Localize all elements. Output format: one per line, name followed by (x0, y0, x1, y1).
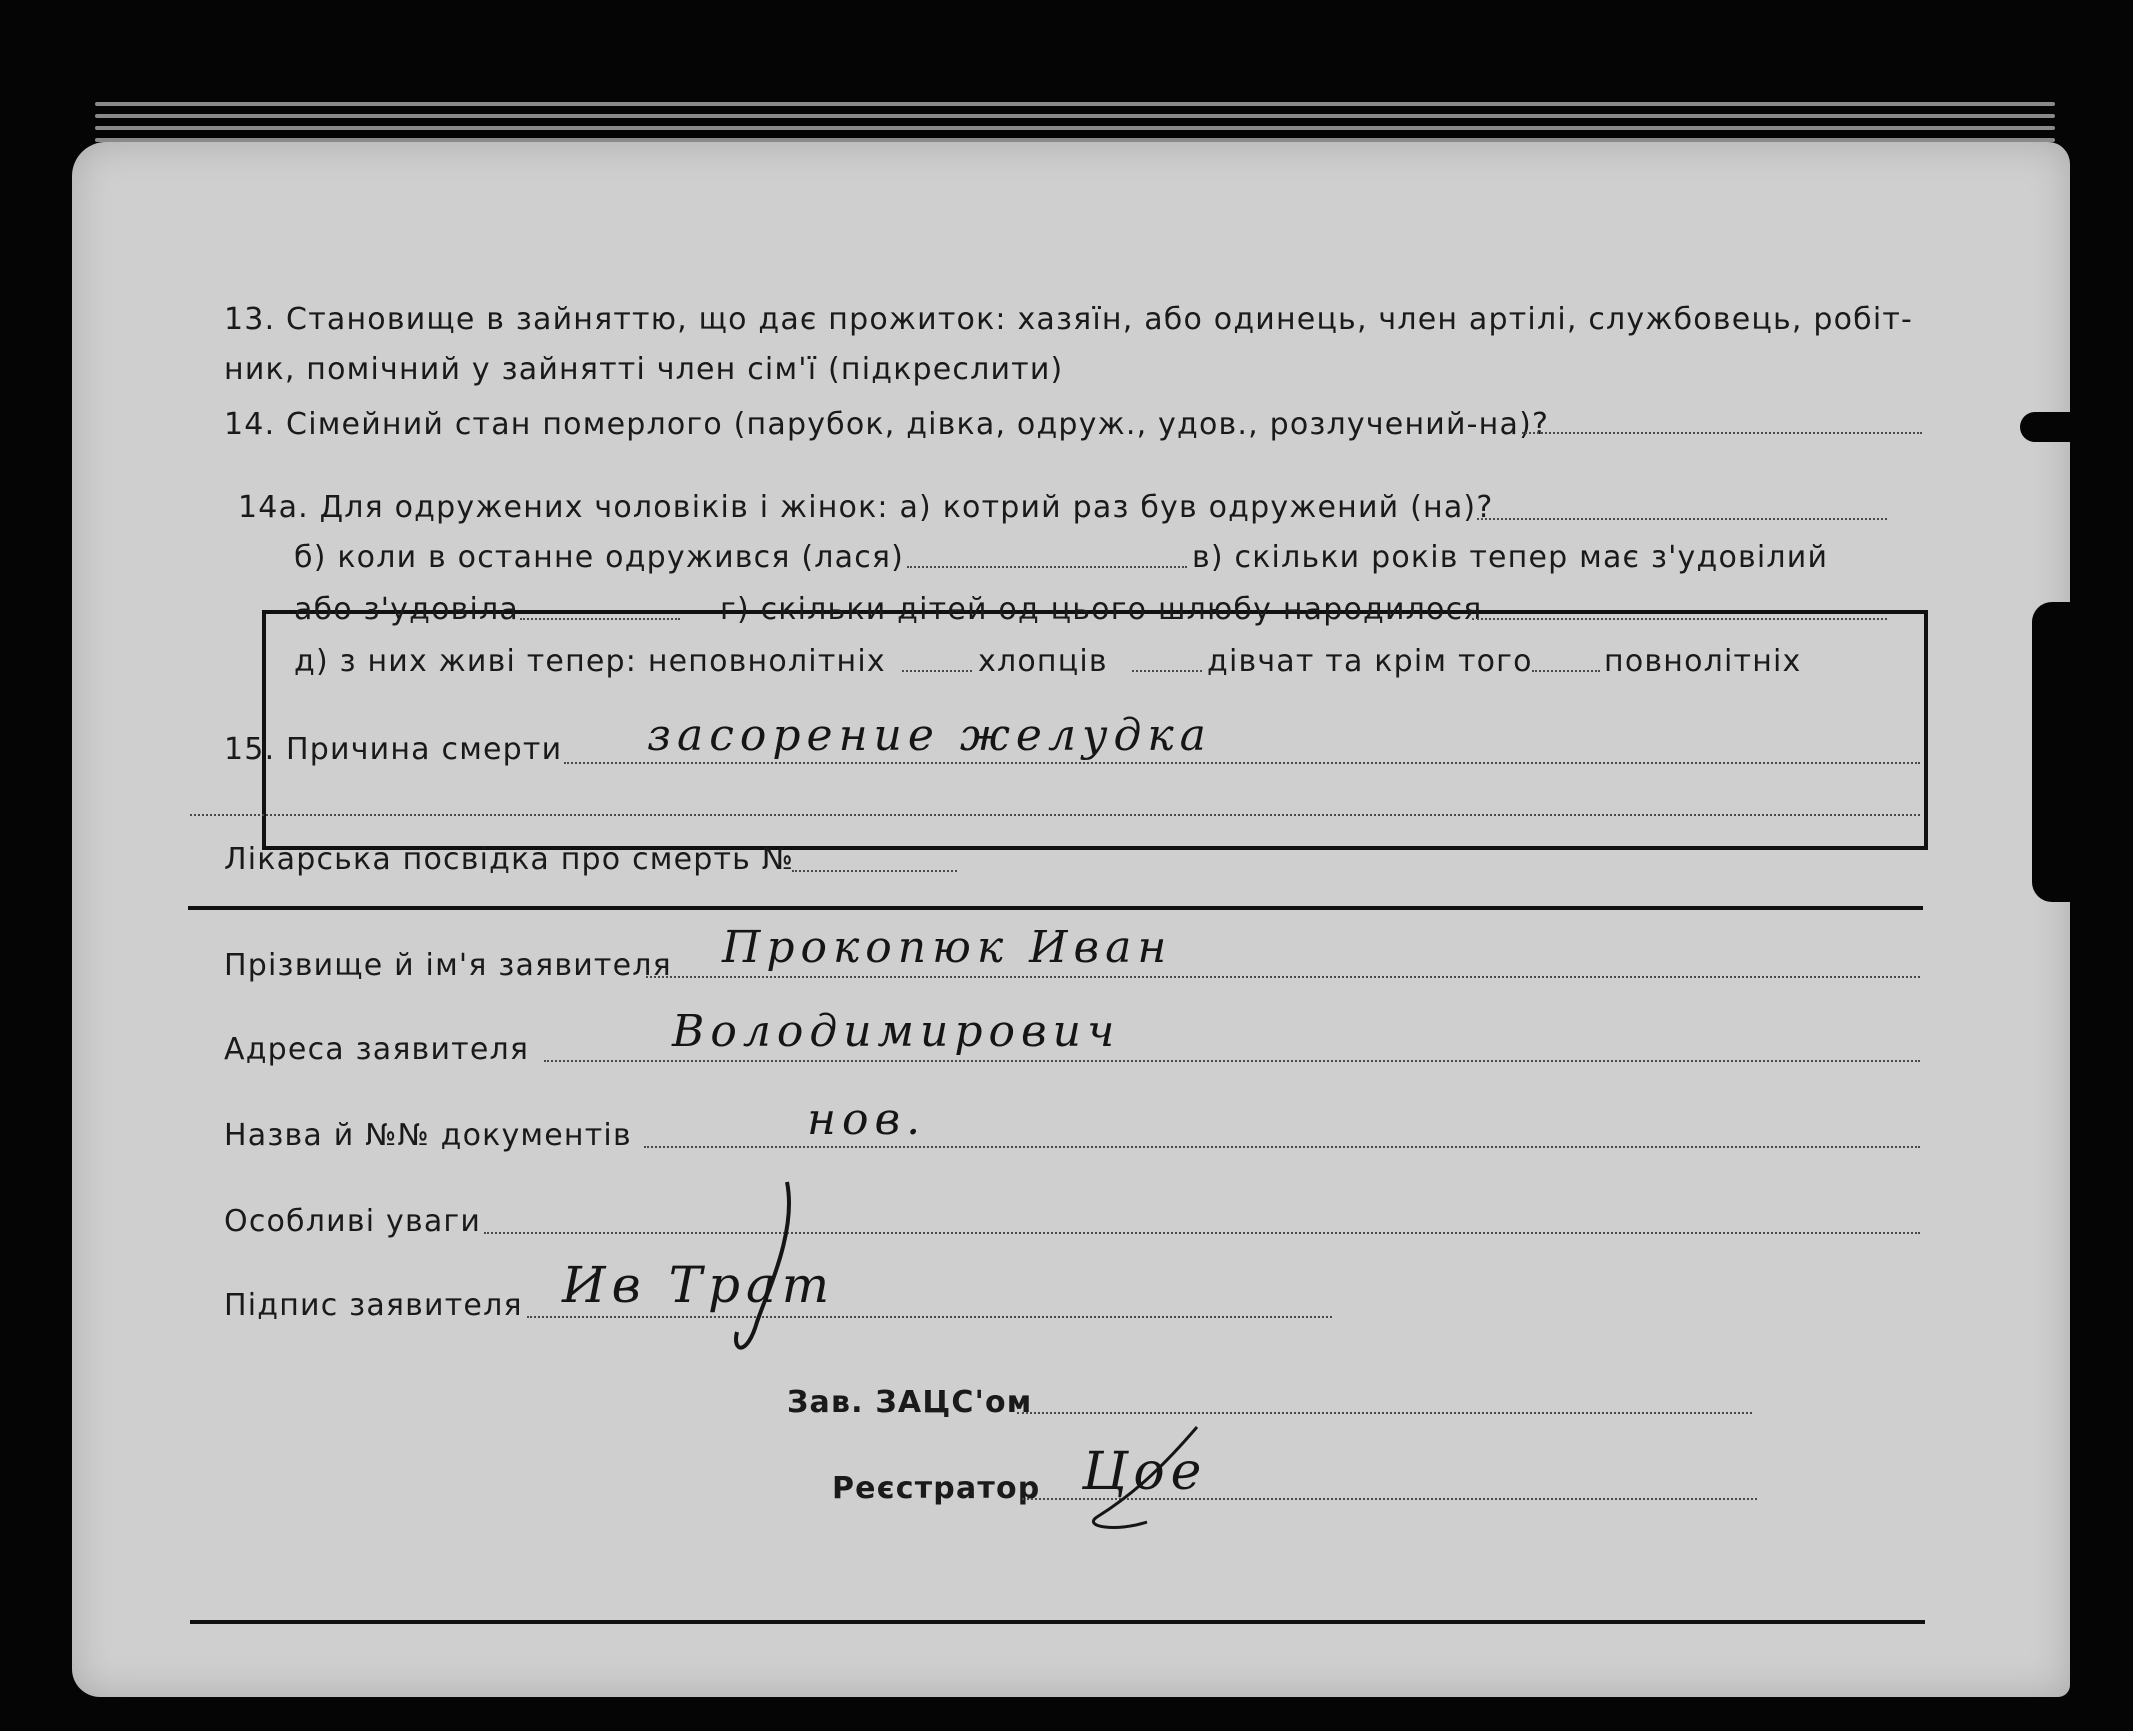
applicant-address-field[interactable] (544, 1060, 1920, 1062)
applicant-notes-field[interactable] (484, 1232, 1920, 1234)
registrar-signature-flourish (1077, 1422, 1207, 1542)
applicant-name-field[interactable] (646, 976, 1920, 978)
item14a-boys-label: хлопців (978, 644, 1108, 679)
page-edge-tear (2020, 412, 2080, 442)
section-divider (188, 906, 1923, 910)
item14a-g-field[interactable] (1472, 618, 1887, 620)
item14a-girls-field[interactable] (1532, 670, 1600, 672)
item14-label: 14. Сімейний стан померлого (парубок, дівка, одруж., удов., розлучений-на)? (224, 407, 1550, 442)
applicant-notes-label: Особливі уваги (224, 1204, 482, 1239)
item13-line2: ник, помічний у зайнятті член сім'ї (підкреслити) (224, 352, 1064, 387)
item14a-boys-field[interactable] (1132, 670, 1202, 672)
item15-label: 15. Причина смерти (224, 732, 563, 767)
item14a-v-label: в) скільки років тепер має з'удовілий (1192, 540, 1829, 575)
registrar-label: Реєстратор (832, 1471, 1041, 1506)
office-head-field[interactable] (1017, 1412, 1752, 1414)
applicant-docs-label: Назва й №№ документів (224, 1118, 632, 1153)
signature-flourish (727, 1172, 827, 1372)
item14a-girls-label: дівчат та крім того (1207, 644, 1533, 679)
applicant-name-label: Прізвище й ім'я заявителя (224, 948, 672, 983)
item14a-b-field[interactable] (907, 566, 1187, 568)
item14a-abo-field[interactable] (520, 618, 680, 620)
item14a-d-label: д) з них живі тепер: неповнолітніх (294, 644, 886, 679)
item14a-minors-field[interactable] (902, 670, 972, 672)
page-edge-tear (2032, 602, 2072, 902)
item13-line1: 13. Становище в зайняттю, що дає прожиток: хазяїн, або одинець, член артілі, службовець, робіт- (224, 302, 1914, 337)
item15-handwritten-value: засорение желудка (647, 710, 1212, 761)
applicant-signature-label: Підпис заявителя (224, 1288, 523, 1323)
applicant-address-label: Адреса заявителя (224, 1032, 530, 1067)
medical-number-field[interactable] (792, 870, 957, 872)
applicant-docs-field[interactable] (644, 1146, 1920, 1148)
bottom-rule (190, 1620, 1925, 1624)
item14a-b-label: б) коли в останне одружився (лася) (294, 540, 905, 575)
registrar-signature-handwritten: Цое (1082, 1442, 1208, 1502)
item15-field-line1[interactable] (564, 762, 1920, 764)
item15-field-line2[interactable] (190, 814, 1920, 816)
document-page (72, 142, 2070, 1697)
applicant-address-handwritten: Володимирович (672, 1006, 1121, 1057)
applicant-docs-handwritten: нов. (807, 1094, 927, 1145)
medical-label: Лікарська посвідка про смерть № (224, 842, 795, 877)
item14a-abo-label: або з'удовіла (294, 592, 519, 627)
applicant-signature-handwritten: Ив Трат (562, 1256, 836, 1314)
item14a-g-label: г) скільки дітей од цього шлюбу народилося (720, 592, 1483, 627)
item14-field[interactable] (1522, 432, 1922, 434)
applicant-signature-field[interactable] (527, 1316, 1332, 1318)
item14a-adults-label: повнолітніх (1604, 644, 1802, 679)
office-head-label: Зав. ЗАЦС'ом (787, 1385, 1033, 1420)
item14a-line1: 14а. Для одружених чоловіків і жінок: а) котрий раз був одружений (на)? (238, 490, 1494, 525)
applicant-name-handwritten: Прокопюк Иван (722, 922, 1173, 973)
item14a-times-field[interactable] (1477, 518, 1887, 520)
